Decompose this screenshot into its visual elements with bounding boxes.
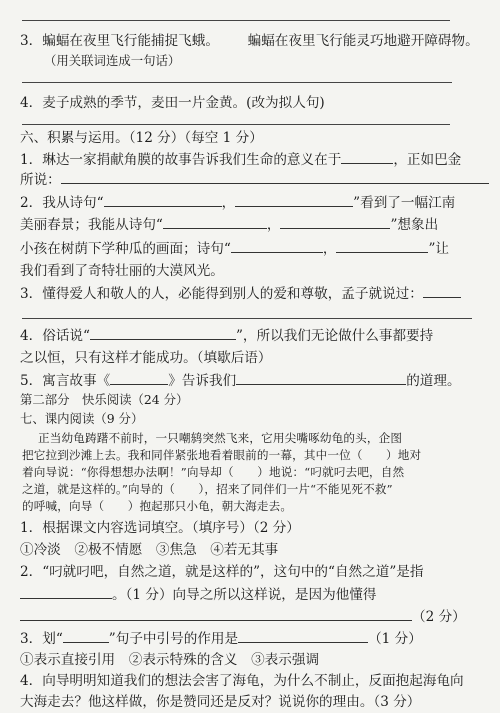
- s6-q3-text: 3．懂得爱人和敬人的人，必能得到别人的爱和尊敬，孟子就说过：: [20, 286, 423, 302]
- fill-blank[interactable]: [236, 371, 406, 385]
- fill-blank[interactable]: [20, 607, 412, 621]
- fill-blank[interactable]: [423, 284, 461, 298]
- s7-q3-text-cont: ”句子中引号的作用是: [108, 631, 239, 647]
- part-2-title: 第二部分 快乐阅读（24 分）: [20, 392, 189, 407]
- q3-instruction: （用关联词连成一句话）: [44, 53, 181, 68]
- fill-blank[interactable]: [63, 629, 109, 643]
- q3-sentence-b: 蝙蝠在夜里飞行能灵巧地避开障碍物。: [247, 33, 479, 49]
- s7-q2-score: （2 分）: [412, 609, 466, 625]
- s7-q2-text: 2．“叼就叼吧，自然之道，就是这样的”，这句中的“自然之道”是指: [20, 564, 424, 580]
- s6-q1-line-2: [20, 170, 492, 189]
- s6-q5-text-cont: 》告诉我们: [168, 373, 237, 389]
- s6-q2-line-2: [20, 215, 492, 234]
- s6-q2-text-cont: ”让: [428, 241, 449, 257]
- s7-q4-text: 4．向导明明知道我们的想法会害了海龟，为什么不制止，反面抱起海龟向: [20, 673, 464, 689]
- s6-q5: [20, 371, 492, 390]
- passage-text: 的呼喊，向导（ ）抱起那只小龟，朝大海走去。: [22, 499, 293, 513]
- s7-q2-line-1: [20, 563, 492, 581]
- s6-q1-line-1: [20, 150, 492, 169]
- s7-q3-text: 3．划“: [20, 631, 63, 647]
- s6-q4-text-cont: ”，所以我们无论做什么事都要持: [235, 328, 434, 344]
- fill-blank[interactable]: [20, 585, 112, 599]
- s6-q4-line-2: [20, 349, 492, 367]
- s7-q3-options: [20, 651, 492, 669]
- fill-blank[interactable]: [231, 239, 323, 253]
- s7-q2-line-2: [20, 585, 492, 604]
- s7-q4-line-1: [20, 672, 492, 690]
- question-3-line-2: [44, 52, 500, 70]
- comma: ，: [322, 241, 337, 257]
- passage-text: 着向导说：“你得想想办法啊！”向导却（ ）地说：“叼就叼去吧，自然: [22, 465, 405, 479]
- s7-q3-choices: ①表示直接引用 ②表示特殊的含义 ③表示强调: [20, 652, 320, 668]
- section-6-title: 六、积累与运用。（12 分）（每空 1 分）: [20, 130, 263, 146]
- s6-q2-line-3: [20, 239, 492, 258]
- passage-line: [22, 463, 494, 481]
- s6-q1-said: 所说：: [20, 172, 61, 188]
- passage-line: [22, 446, 494, 464]
- passage-text: 把它拉到沙滩上去。我和同伴紧张地看着眼前的一幕，其中一位（ ）地对: [22, 448, 422, 462]
- passage-line: [22, 480, 494, 498]
- s6-q2-text: 美丽春景；我能从诗句“: [20, 217, 163, 233]
- s6-q4-text: 4．俗话说“: [20, 328, 90, 344]
- s6-q2-text: 2．我从诗句“: [20, 195, 104, 211]
- s7-q1-choices: ①冷淡 ②极不情愿 ③焦急 ④若无其事: [20, 542, 279, 558]
- s6-q4-line-1: [20, 326, 492, 345]
- s7-q2-line-3: [20, 607, 492, 626]
- fill-blank[interactable]: [90, 326, 236, 340]
- s6-q2-text-cont: ”想象出: [390, 217, 439, 233]
- s6-q2-text-cont: ”看到了一幅江南: [353, 195, 456, 211]
- s6-q3-line-1: [20, 284, 492, 303]
- comma: ，: [221, 195, 236, 211]
- question-3-line-1: [20, 32, 492, 50]
- s6-q1-text: 1．琳达一家捐献角膜的故事告诉我们生命的意义在于: [20, 152, 342, 168]
- answer-line: [22, 124, 450, 125]
- s7-q4-line-2: [20, 693, 492, 711]
- fill-blank[interactable]: [280, 215, 390, 229]
- question-4: [20, 94, 492, 112]
- fill-blank[interactable]: [235, 193, 353, 207]
- fill-blank[interactable]: [61, 170, 489, 184]
- s7-q1: [20, 519, 492, 537]
- fill-blank[interactable]: [341, 150, 393, 164]
- fill-blank[interactable]: [163, 215, 267, 229]
- answer-line: [22, 20, 450, 21]
- section-7-heading: [20, 410, 492, 428]
- s7-q4-text: 大海走去？他这样做，你是赞同还是反对？说说你的理由。（3 分）: [20, 694, 421, 710]
- s6-q2-text: 小孩在树荫下学种瓜的画面；诗句“: [20, 241, 231, 257]
- fill-blank[interactable]: [104, 193, 222, 207]
- q4-text: 4．麦子成熟的季节，麦田一片金黄。(改为拟人句): [20, 95, 325, 111]
- section-6-heading: [20, 129, 492, 147]
- s6-q5-text-end: 的道理。: [406, 373, 461, 389]
- s7-q3-score: （1 分）: [368, 631, 422, 647]
- part-2-heading: [20, 391, 492, 409]
- s7-q1-text: 1．根据课文内容选词填空。（填序号）（2 分）: [20, 520, 300, 536]
- passage-text: 正当幼龟踌躇不前时，一只嘲鸫突然飞来，它用尖嘴啄幼龟的头，企图: [38, 431, 403, 445]
- s7-q3-line-1: [20, 629, 492, 648]
- section-7-title: 七、课内阅读（9 分）: [20, 411, 144, 426]
- s6-q2-line-1: [20, 193, 492, 212]
- s7-q1-options: [20, 541, 492, 559]
- answer-line: [22, 318, 472, 319]
- s7-q2-text-cont: 。（1 分）向导之所以这样说，是因为他懂得: [112, 587, 377, 603]
- s6-q2-text: 我们看到了奇特壮丽的大漠风光。: [20, 263, 224, 279]
- s6-q1-text-cont: ，正如巴金: [393, 152, 462, 168]
- s6-q2-line-4: [20, 262, 492, 280]
- fill-blank[interactable]: [110, 371, 168, 385]
- answer-line: [22, 82, 452, 83]
- s6-q5-text: 5．寓言故事《: [20, 373, 111, 389]
- passage-line: [22, 497, 494, 515]
- passage-text: 之道，就是这样的。”向导的（ ），招来了同伴们一片“不能见死不救”: [22, 482, 393, 496]
- fill-blank[interactable]: [238, 629, 368, 643]
- q3-sentence-a: 3．蝙蝠在夜里飞行能捕捉飞蛾。: [20, 33, 219, 49]
- fill-blank[interactable]: [336, 239, 428, 253]
- comma: ，: [266, 217, 281, 233]
- s6-q4-text: 之以恒，只有这样才能成功。（填歇后语）: [20, 350, 272, 366]
- passage-line: [38, 429, 500, 447]
